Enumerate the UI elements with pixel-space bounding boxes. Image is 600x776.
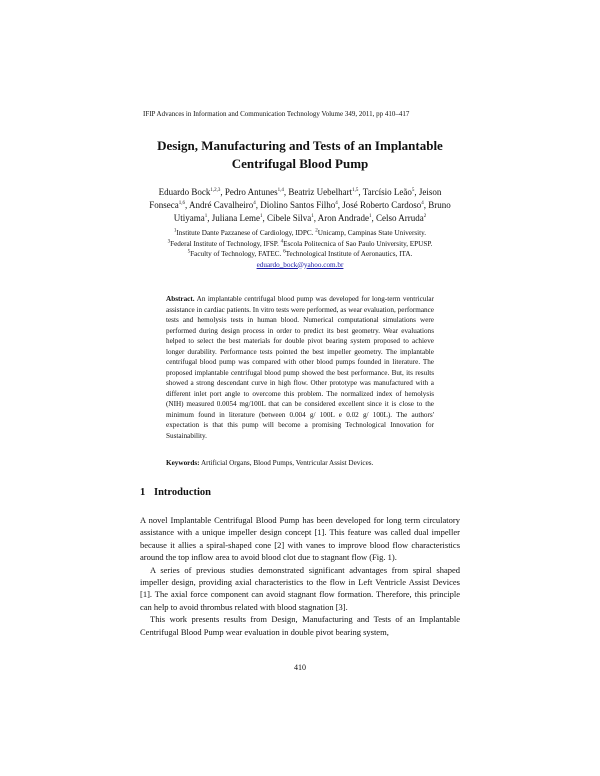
author: Tarcísio Leão$^5$ [362, 187, 415, 197]
author: Celso Arruda$^2$ [376, 213, 427, 223]
paragraph: This work presents results from Design, Manufacturing and Tests of an Implantable Centrifugal Blood Pump wear evaluation in double pivot bearing system, [140, 614, 460, 637]
author: Diolino Santos Filho$^4$ [260, 200, 338, 210]
author: André Cavalheiro$^4$ [189, 200, 256, 210]
abstract-text: An implantable centrifugal blood pump was developed for long-term ventricular assistance in cardiac patients. In vitro tests were performed, as wear evaluation, performance tests and hemolysis tests in human blood. Numerical computational simulations were performed during design process in order to predict its best geometry. Wear evaluations helped to select the best materials for double pivot bearing system proposed to achieve longer durability. Performance tests pointed the best impeller geometry. The implantable centrifugal blood pump was compared with other blood pumps founded in literature. The proposed implantable centrifugal blood pump showed the best performance. But, its results showed a strong descendant curve in high flow. Other prototype was manufactured with a different inlet port angle to overcome this problem. The normalized index of hemolysis (NIH) measured 0.0054 mg/100L that can be considered excellent since it is close to the minimum found in literature (between 0.004 g/ 100L e 0.02 g/ 100L). The authors' expectation is that this pump will become a promising Technological Innovation for Sustainability. [166, 295, 434, 440]
author: José Roberto Cardoso$^4$ [342, 200, 424, 210]
section-title: Introduction [154, 487, 211, 498]
author: Cibele Silva$^1$ [266, 213, 314, 223]
affiliation-line: $^5$Faculty of Technology, FATEC. $^6$Technological Institute of Aeronautics, ITA. [187, 249, 413, 258]
keywords [166, 458, 434, 469]
abstract [166, 294, 434, 441]
author: Beatriz Uebelhart$^{1,5}$ [288, 187, 359, 197]
author: Pedro Antunes$^{1,4}$ [224, 187, 284, 197]
keywords-text: Artificial Organs, Blood Pumps, Ventricular Assist Devices. [200, 459, 374, 467]
author-list: Eduardo Bock$^{1,2,3}$, Pedro Antunes$^{1,4}$, Beatriz Uebelhart$^{1,5}$, Tarcísio Leão$^5$, Jeison Fonseca$^{1,6}$, André Cavalheiro$^4$, Diolino Santos Filho$^4$, José Roberto Cardoso$^4$, Bruno Utiyama$^1$, Juliana Leme$^1$, Cibele Silva$^1$, Aron Andrade$^1$, Celso Arruda$^2$ [149, 187, 451, 223]
author: Juliana Leme$^1$ [211, 213, 263, 223]
paragraph: A novel Implantable Centrifugal Blood Pump has been developed for long term circulatory assistance with a unique impeller design concept [1]. This feature was called dual impeller because it allies a spiral-shaped cone [2] with vanes to improve blood flow characteristics around the top inflow area to avoid blood clot due to stagnant flow (Fig. 1). [140, 515, 460, 563]
body-text [140, 514, 460, 638]
title-line-2: Centrifugal Blood Pump [231, 156, 369, 171]
email-link[interactable]: eduardo_bock@yahoo.com.br [256, 260, 344, 269]
author: Eduardo Bock$^{1,2,3}$ [158, 187, 221, 197]
affiliation-line: $^3$Federal Institute of Technology, IFSP. $^4$Escola Politecnica of Sao Paulo University, EPUSP. [167, 239, 433, 248]
section-number: 1 [140, 487, 146, 498]
paper-title [100, 137, 500, 173]
affiliations [120, 228, 480, 270]
author: Jeison Fonseca$^{1,6}$ [149, 187, 442, 210]
paragraph: A series of previous studies demonstrated significant advantages from spiral shaped impeller design, providing axial characteristics to the flow in Left Ventricle Assist Devices [1]. The axial force component can avoid stagnant flow formation. Therefore, this principle can help to avoid thrombus related with blood stagnation [3]. [140, 564, 460, 612]
author: Aron Andrade$^1$ [317, 213, 372, 223]
page-number: 410 [294, 663, 306, 672]
title-line-1: Design, Manufacturing and Tests of an Implantable [157, 138, 443, 153]
section-heading [140, 487, 211, 498]
affiliation-line: $^1$Institute Dante Pazzanese of Cardiology, IDPC. $^2$Unicamp, Campinas State University. [173, 228, 427, 237]
keywords-label: Keywords: [166, 459, 200, 467]
author: Bruno Utiyama$^1$ [173, 200, 451, 223]
running-head: IFIP Advances in Information and Communication Technology Volume 349, 2011, pp 410–417 [143, 110, 410, 118]
abstract-label: Abstract. [166, 295, 195, 303]
